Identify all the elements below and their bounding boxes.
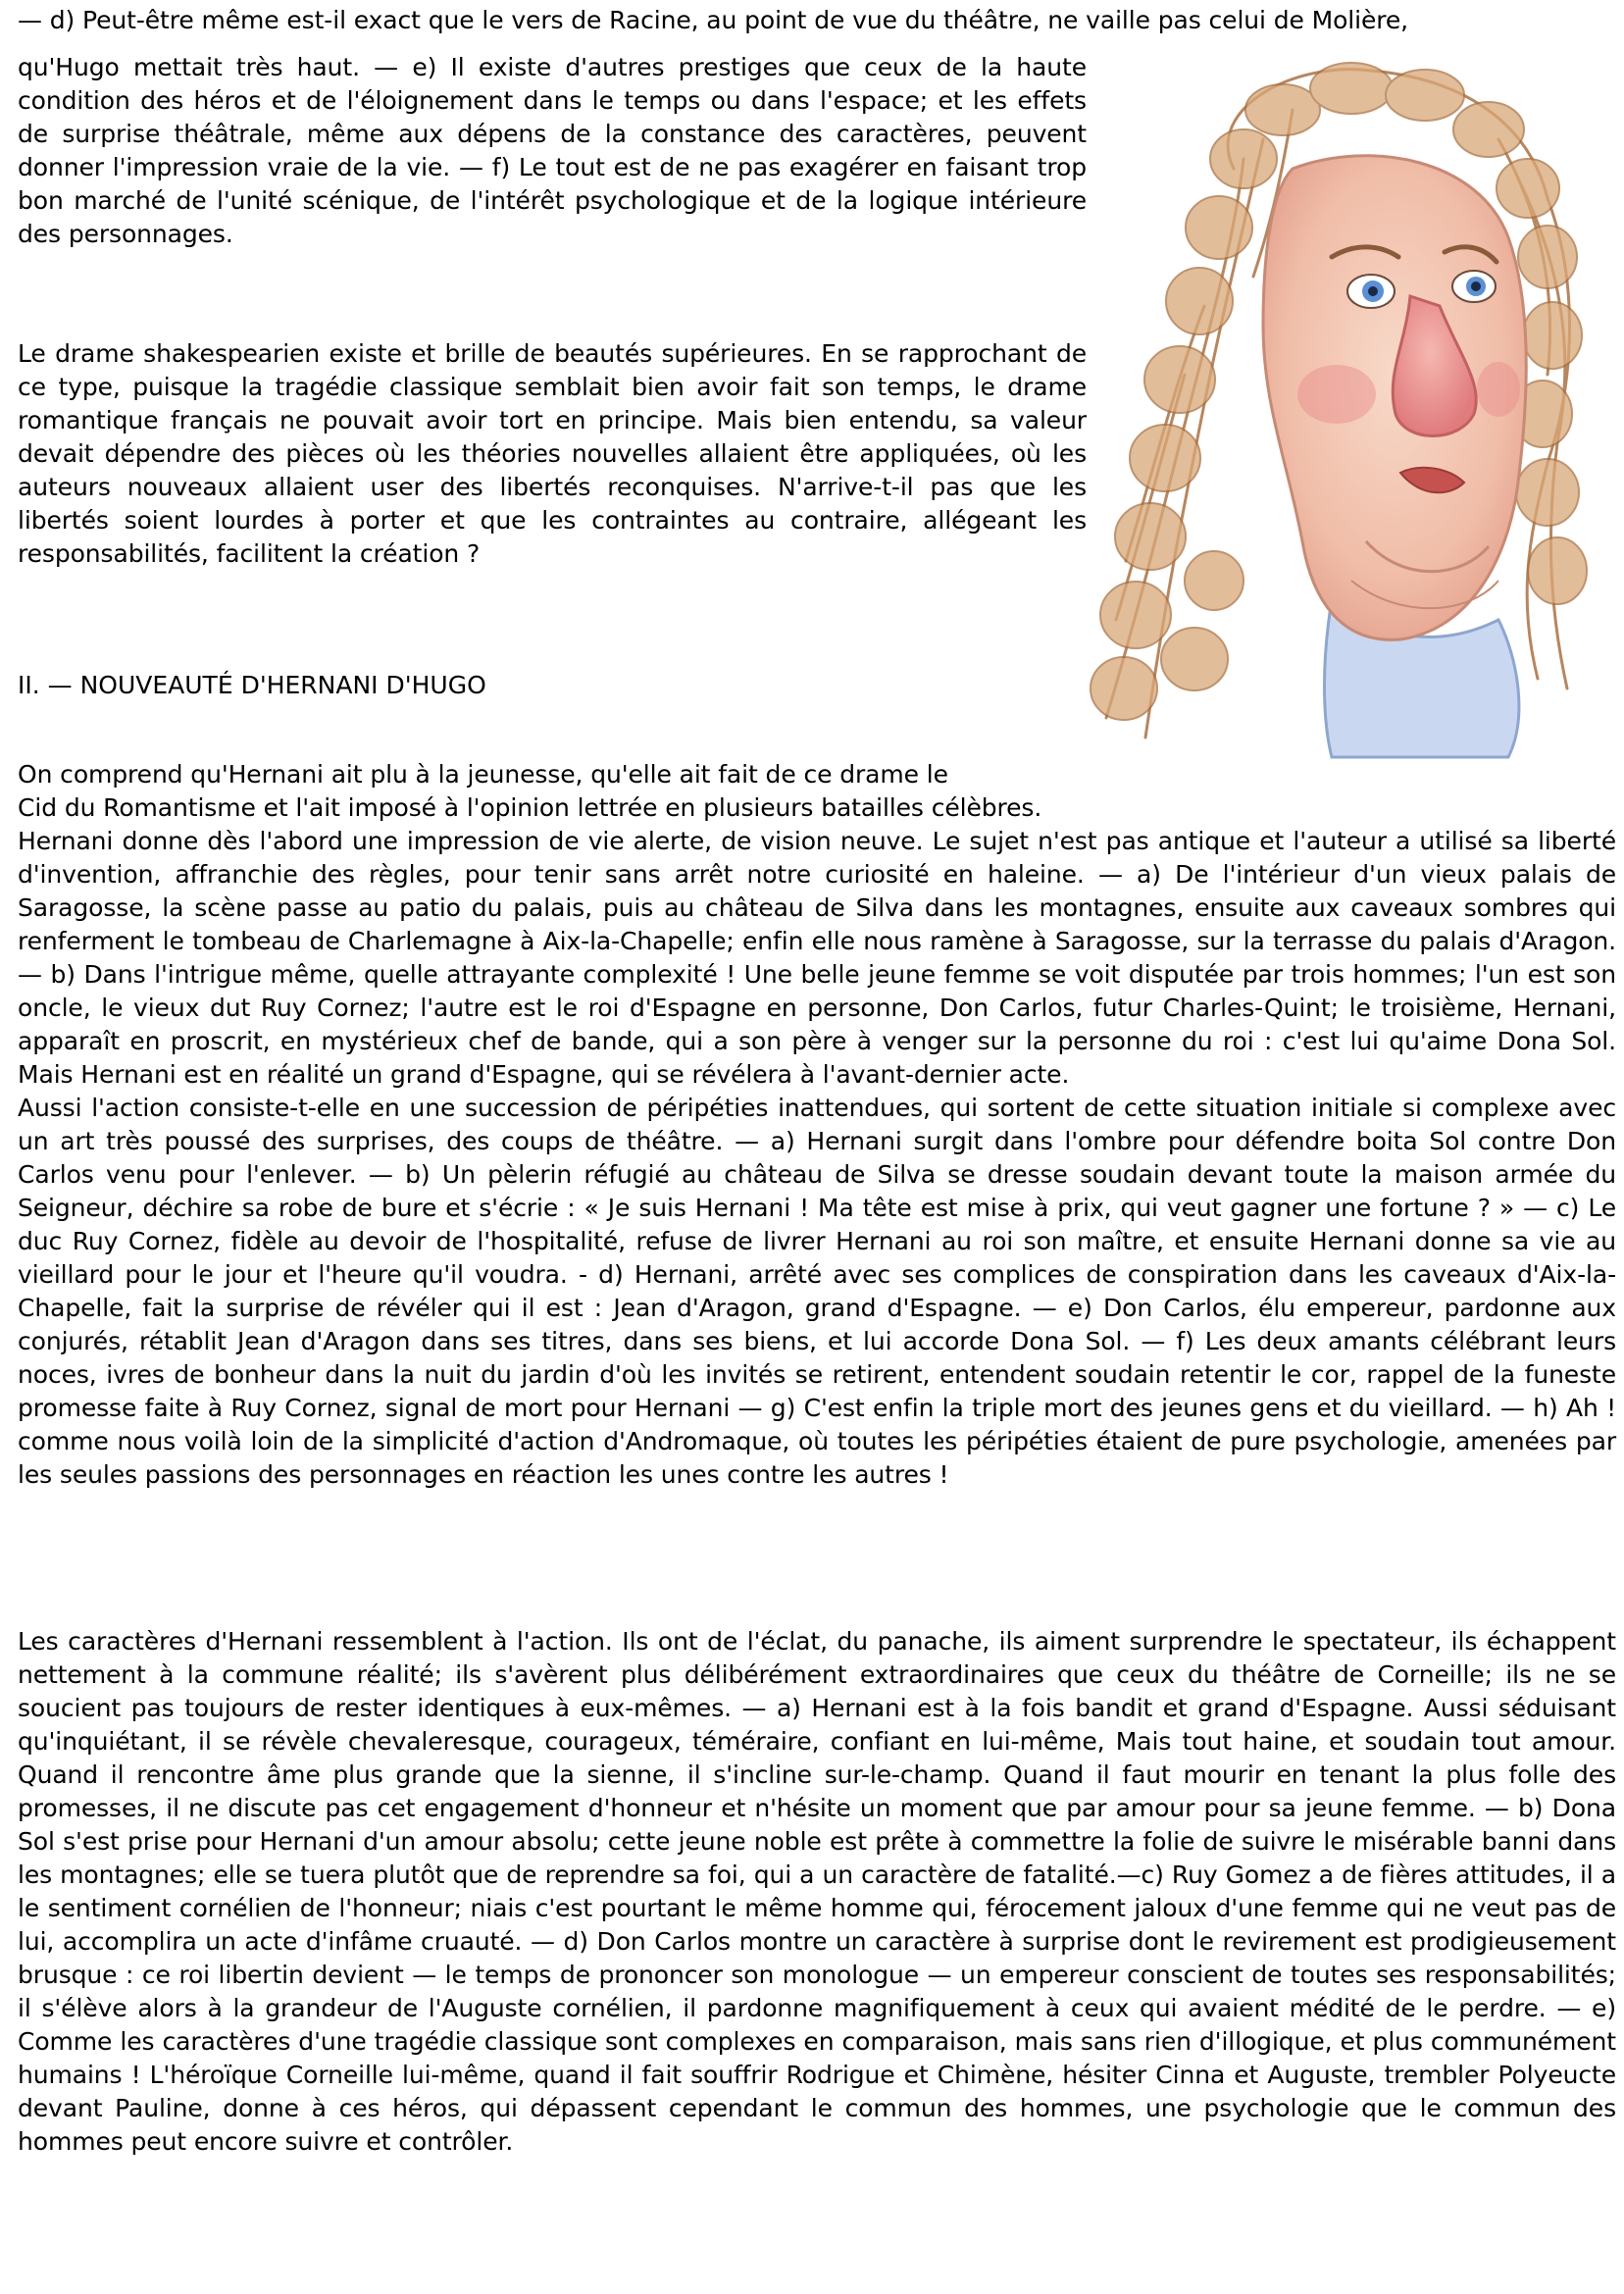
pupil-left (1368, 286, 1378, 296)
paragraph-3: Cid du Romantisme et l'ait imposé à l'opinion lettrée en plusieurs batailles célèbres. (18, 793, 1042, 822)
paragraph-5: Aussi l'action consiste-t-elle en une succession de péripéties inattendues, qui sortent de cette situation initiale si complexe avec un art très poussé des surprises, des coups de théâtre. — a) Hernani surgit dans l'ombre pour défendre boita Sol contre Don Carlos venu pour l'enlever. — b) Un pèlerin réfugié au château de Silva se dresse soudain devant toute la maison armée du Seigneur, déchire sa robe de bure et s'écrie : « Je suis Hernani ! Ma tête est mise à prix, qui veut gagner une fortune ? » — c) Le duc Ruy Cornez, fidèle au devoir de l'hospitalité, refuse de livrer Hernani au roi son maître, et ensuite Hernani donne sa vie au vieillard pour le jour et l'heure qu'il voudra. - d) Hernani, arrêté avec ses complices de conspiration dans les caveaux d'Aix-la-Chapelle, fait la surprise de révéler qui il est : Jean d'Aragon, grand d'Espagne. — e) Don Carlos, élu empereur, pardonne aux conjurés, rétablit Jean d'Aragon dans ses titres, dans ses biens, et lui accorde Dona Sol. — f) Les deux amants célébrant leurs noces, ivres de bonheur dans la nuit du jardin d'où les invités se retirent, entendent soudain retentir le cor, rappel de la funeste promesse faite à Ruy Cornez, signal de mort pour Hernani — g) C'est enfin la triple mort des jeunes gens et du vieillard. — h) Ah ! comme nous voilà loin de la simplicité d'action d'Andromaque, où toutes les péripéties étaient de pure psychologie, amenées par les seules passions des personnages en réaction les unes contre les autres ! (18, 1094, 1616, 1489)
portrait-drawing (1087, 51, 1616, 767)
paragraph-1: qu'Hugo mettait très haut. — e) Il existe d'autres prestiges que ceux de la haute condition des héros et de l'éloignement dans le temps ou dans l'espace; et les effets de surprise théâtrale, même aux dépens de la constance des caractères, peuvent donner l'impression vraie de la vie. — f) Le tout est de ne pas exagérer en faisant trop bon marché de l'unité scénique, de l'intérêt psychologique et de la logique intérieure des personnages. (18, 53, 1087, 248)
paragraph-3-first-line: On comprend qu'Hernani ait plu à la jeunesse, qu'elle ait fait de ce drame le (18, 760, 948, 789)
paragraph-1-first-line: — d) Peut-être même est-il exact que le vers de Racine, au point de vue du théâtre, ne vaille pas celui de Molière, (18, 6, 1409, 34)
section-heading: II. — NOUVEAUTÉ D'HERNANI D'HUGO (18, 671, 486, 699)
cheek-left (1297, 365, 1376, 424)
paragraph-2: Le drame shakespearien existe et brille de beautés supérieures. En se rapprochant de ce type, puisque la tragédie classique semblait bien avoir fait son temps, le drame romantique français ne pouvait avoir tort en principe. Mais bien entendu, sa valeur devait dépendre des pièces où les théories nouvelles allaient être appliquées, où les auteurs nouveaux allaient user des libertés reconquises. N'arrive-t-il pas que les libertés soient lourdes à porter et que les contraintes au contraire, allégeant les responsabilités, facilitent la création ? (18, 339, 1087, 568)
paragraph-6: Les caractères d'Hernani ressemblent à l'action. Ils ont de l'éclat, du panache, ils aiment surprendre le spectateur, ils échappent nettement à la commune réalité; ils s'avèrent plus délibérément extraordinaires que ceux du théâtre de Corneille; ils ne se soucient pas toujours de rester identiques à eux-mêmes. — a) Hernani est à la fois bandit et grand d'Espagne. Aussi séduisant qu'inquiétant, il se révèle chevaleresque, courageux, téméraire, confiant en lui-même, Mais tout haine, et soudain tout amour. Quand il rencontre âme plus grande que la sienne, il s'incline sur-le-champ. Quand il faut mourir en tenant la plus folle des promesses, il ne discute pas cet engagement d'honneur et n'hésite un moment que par amour pour sa jeune femme. — b) Dona Sol s'est prise pour Hernani d'un amour absolu; cette jeune noble est prête à commettre la folie de suivre le misérable banni dans les montagnes; elle se tuera plutôt que de reprendre sa foi, qui a un caractère de fatalité.—c) Ruy Gomez a de fières attitudes, il a le sentiment cornélien de l'honneur; niais c'est pourtant le même homme qui, férocement jaloux d'une femme qui ne veut pas de lui, accomplira un acte d'infâme cruauté. — d) Don Carlos montre un caractère à surprise dont le revirement est prodigieusement brusque : ce roi libertin devient — le temps de prononcer son monologue — un empereur conscient de toutes ses responsabilités; il s'élève alors à la grandeur de l'Auguste cornélien, il pardonne magnifiquement à ceux qui avaient médité de le perdre. — e) Comme les caractères d'une tragédie classique sont complexes en comparaison, mais sans rien d'illogique, et plus communément humains ! L'héroïque Corneille lui-même, quand il fait souffrir Rodrigue et Chimène, hésiter Cinna et Auguste, trembler Polyeucte devant Pauline, donne à ces héros, qui dépassent cependant le commun des hommes, une psychologie que le commun des hommes peut encore suivre et contrôler. (18, 1627, 1616, 2156)
pupil-right (1471, 281, 1481, 291)
paragraph-4: Hernani donne dès l'abord une impression de vie alerte, de vision neuve. Le sujet n'est pas antique et l'auteur a utilisé sa liberté d'invention, affranchie des règles, pour tenir sans arrêt notre curiosité en haleine. — a) De l'intérieur d'un vieux palais de Saragosse, la scène passe au patio du palais, puis au château de Silva dans les montagnes, ensuite aux caveaux sombres qui renferment le tombeau de Charlemagne à Aix-la-Chapelle; enfin elle nous ramène à Saragosse, sur la terrasse du palais d'Aragon. — b) Dans l'intrigue même, quelle attrayante complexité ! Une belle jeune femme se voit disputée par trois hommes; l'un est son oncle, le vieux dut Ruy Cornez; l'autre est le roi d'Espagne en personne, Don Carlos, futur Charles-Quint; le troisième, Hernani, apparaît en proscrit, en mystérieux chef de bande, qui a son père à venger sur la personne du roi : c'est lui qu'aime Dona Sol. Mais Hernani est en réalité un grand d'Espagne, qui se révélera à l'avant-dernier acte. (18, 827, 1616, 1089)
caricature-portrait (1087, 51, 1616, 767)
cheek-right (1477, 362, 1520, 417)
